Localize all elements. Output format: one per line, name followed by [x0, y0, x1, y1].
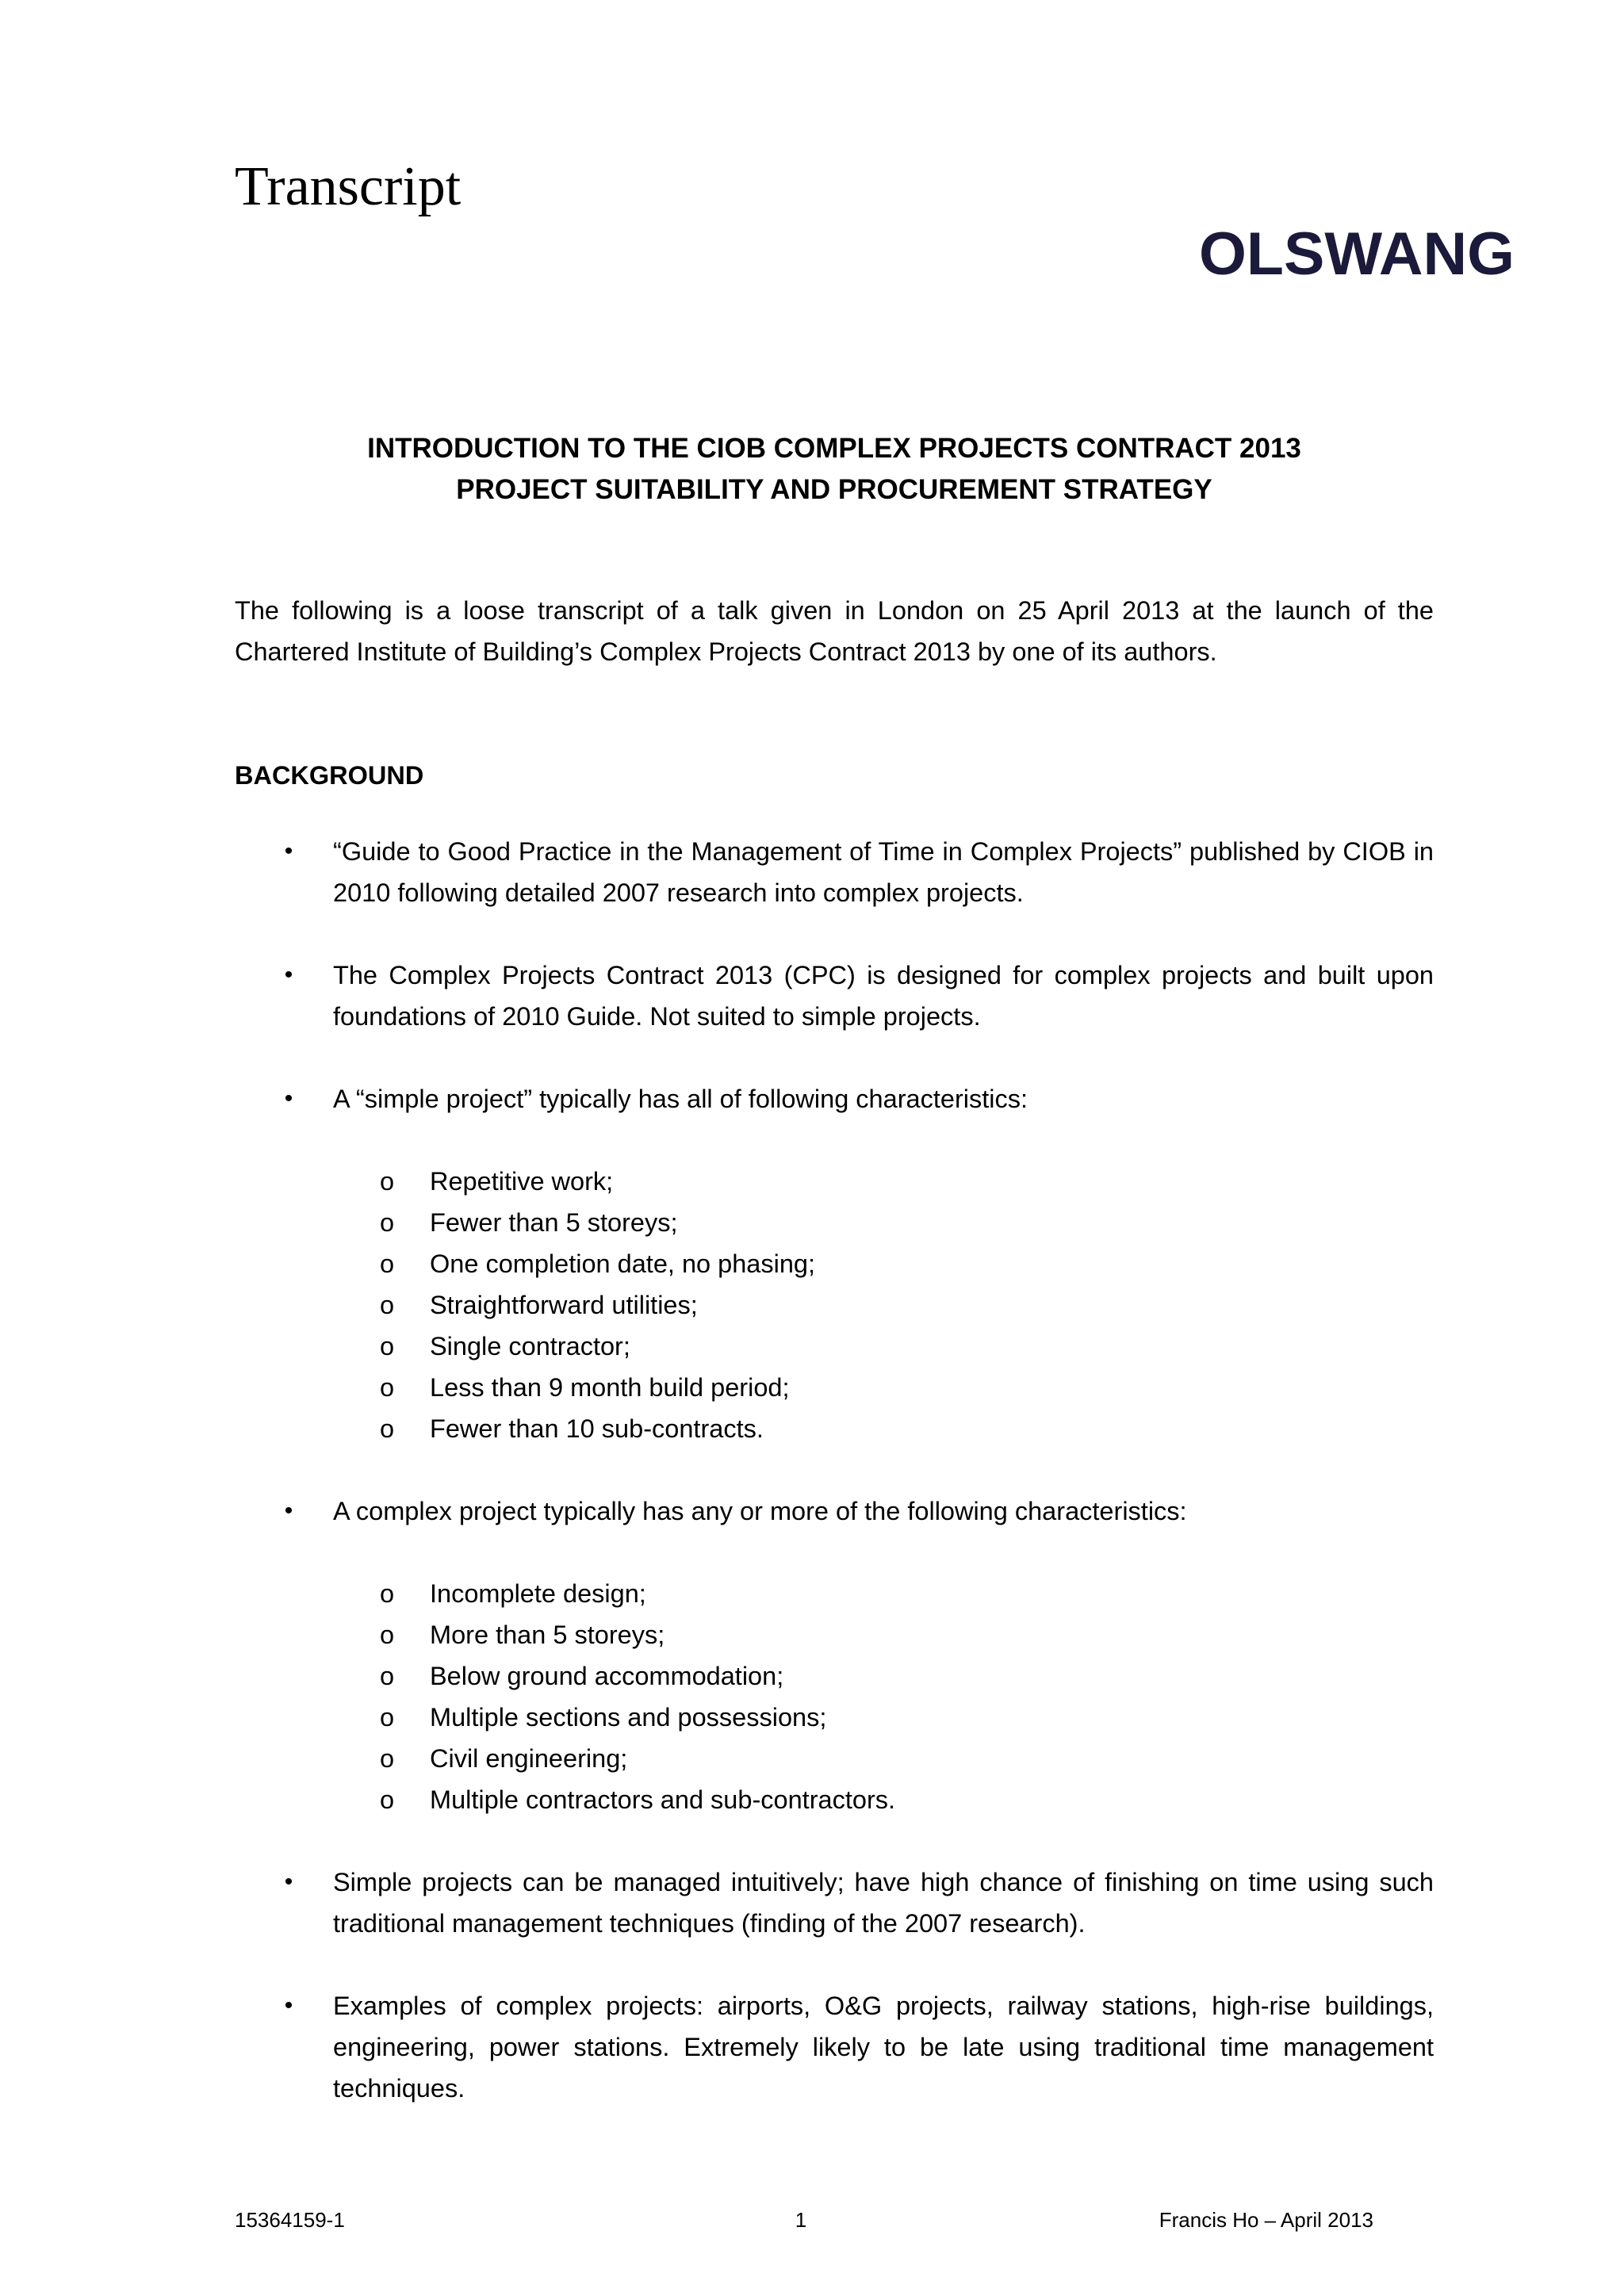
sub-bullet-icon: o [379, 1744, 395, 1773]
list-item [379, 1779, 1434, 1820]
bullet-item [284, 955, 1434, 1037]
list-item-text: Less than 9 month build period; [430, 1373, 790, 1402]
list-item [379, 1738, 1434, 1779]
list-item [379, 1161, 1434, 1202]
list-item-text: Repetitive work; [430, 1167, 614, 1196]
footer-author-date: Francis Ho – April 2013 [1159, 2208, 1373, 2232]
bullet-icon: • [284, 1498, 293, 1524]
sub-bullet-icon: o [379, 1703, 395, 1732]
sub-bullet-icon: o [379, 1208, 395, 1237]
logo-text: OLSWANG [1199, 222, 1515, 285]
simple-characteristics-list [379, 1161, 1434, 1449]
bullet-item [284, 1862, 1434, 1944]
bullet-text: A “simple project” typically has all of following characteristics: [333, 1085, 1028, 1113]
sub-bullet-icon: o [379, 1785, 395, 1814]
bullet-text: A complex project typically has any or more of the following characteristics: [333, 1497, 1187, 1525]
bullet-icon: • [284, 962, 293, 988]
list-item [379, 1243, 1434, 1284]
sub-bullet-icon: o [379, 1249, 395, 1278]
list-item-text: Incomplete design; [430, 1579, 646, 1608]
sub-bullet-icon: o [379, 1373, 395, 1402]
list-item [379, 1573, 1434, 1614]
sub-bullet-icon: o [379, 1291, 395, 1319]
list-item-text: Single contractor; [430, 1332, 630, 1360]
bullet-text: “Guide to Good Practice in the Management of Time in Complex Projects” published by CIOB in 2010 following detailed 2007 research into complex projects. [333, 837, 1434, 907]
sub-bullet-icon: o [379, 1662, 395, 1690]
sub-bullet-icon: o [379, 1332, 395, 1360]
bullet-text: Simple projects can be managed intuitively; have high chance of finishing on time using such traditional management techniques (finding of the 2007 research). [333, 1868, 1434, 1938]
bullet-text: Examples of complex projects: airports, O&G projects, railway stations, high-rise buildings, engineering, power stations. Extremely likely to be late using traditional time management techniques. [333, 1992, 1434, 2103]
bullet-icon: • [284, 1992, 293, 2019]
list-item-text: More than 5 storeys; [430, 1621, 665, 1649]
document-title [235, 428, 1434, 511]
footer-doc-ref: 15364159-1 [235, 2208, 345, 2232]
list-item [379, 1408, 1434, 1449]
list-item-text: Below ground accommodation; [430, 1662, 784, 1690]
list-item-text: One completion date, no phasing; [430, 1249, 816, 1278]
bullet-icon: • [284, 1085, 293, 1112]
list-item-text: Fewer than 10 sub-contracts. [430, 1414, 764, 1443]
bullet-text: The Complex Projects Contract 2013 (CPC) is designed for complex projects and built upon foundations of 2010 Guide. Not suited to simple projects. [333, 961, 1434, 1031]
list-item [379, 1326, 1434, 1367]
list-item-text: Multiple contractors and sub-contractors. [430, 1785, 896, 1814]
list-item [379, 1655, 1434, 1697]
sub-bullet-icon: o [379, 1167, 395, 1196]
footer-page-number: 1 [795, 2208, 807, 2232]
sub-bullet-icon: o [379, 1414, 395, 1443]
list-item-text: Straightforward utilities; [430, 1291, 698, 1319]
bullet-item [284, 1078, 1434, 1119]
sub-bullet-icon: o [379, 1579, 395, 1608]
document-title-line-2: PROJECT SUITABILITY AND PROCUREMENT STRATEGY [456, 474, 1212, 505]
bullet-item [284, 831, 1434, 913]
sub-bullet-icon: o [379, 1621, 395, 1649]
document-title-line-1: INTRODUCTION TO THE CIOB COMPLEX PROJECTS CONTRACT 2013 [367, 433, 1301, 464]
list-item [379, 1284, 1434, 1326]
section-heading-background: BACKGROUND [235, 761, 424, 790]
list-item-text: Civil engineering; [430, 1744, 628, 1773]
complex-characteristics-list [379, 1573, 1434, 1820]
list-item [379, 1202, 1434, 1243]
list-item [379, 1367, 1434, 1408]
list-item-text: Fewer than 5 storeys; [430, 1208, 678, 1237]
list-item [379, 1614, 1434, 1655]
olswang-logo [1199, 222, 1516, 285]
page-header-title: Transcript [235, 156, 462, 217]
intro-paragraph: The following is a loose transcript of a talk given in London on 25 April 2013 at the launch of the Chartered Institute of Building’s Complex Projects Contract 2013 by one of its authors. [235, 596, 1434, 666]
list-item-text: Multiple sections and possessions; [430, 1703, 827, 1732]
list-item [379, 1697, 1434, 1738]
bullet-item [284, 1490, 1434, 1532]
bullet-item [284, 1985, 1434, 2109]
bullet-icon: • [284, 838, 293, 864]
bullet-icon: • [284, 1869, 293, 1895]
